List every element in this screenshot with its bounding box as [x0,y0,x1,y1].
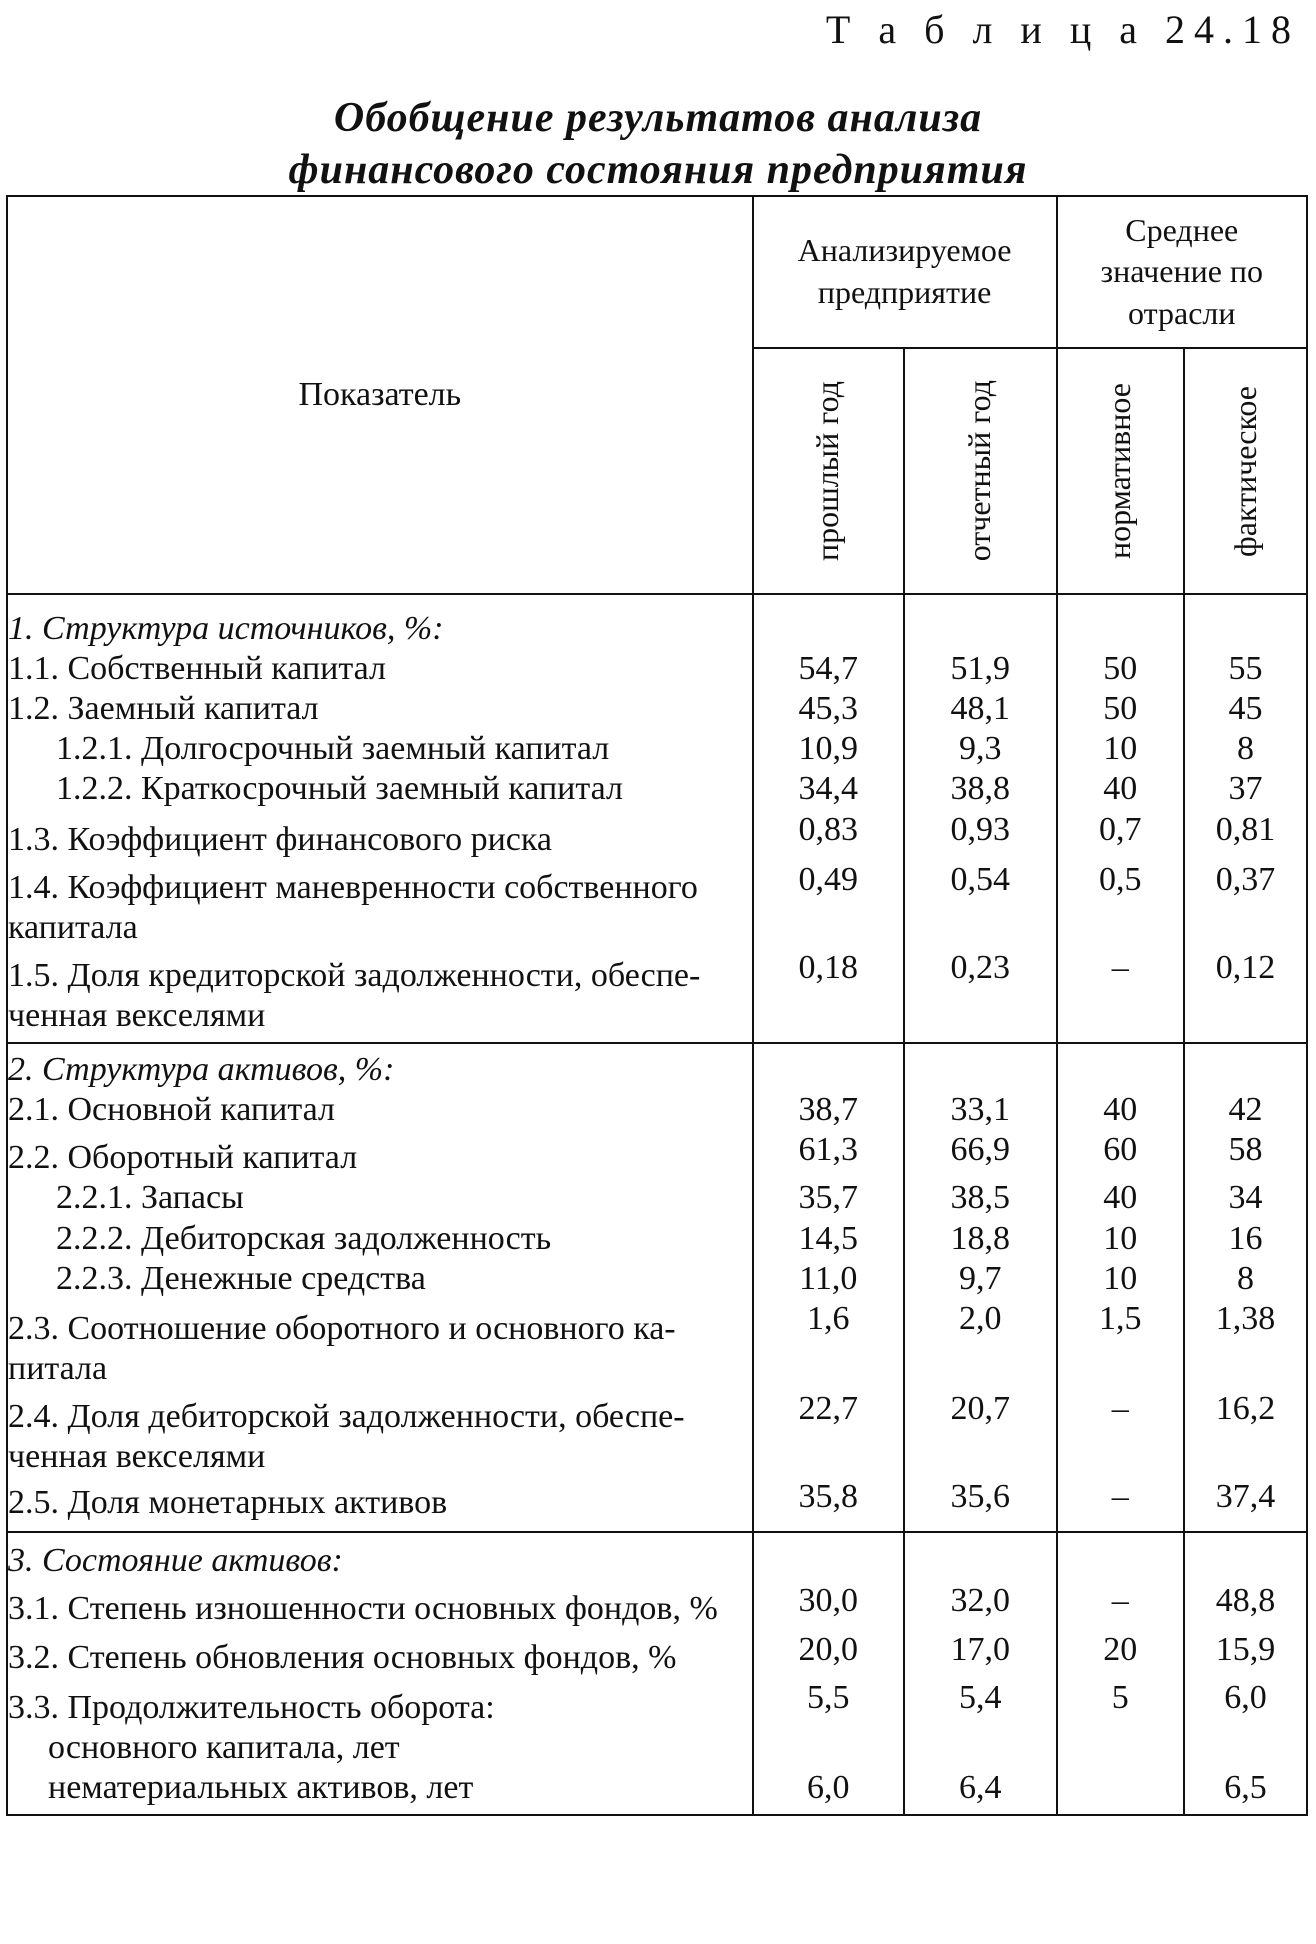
value-actual: 8 [1184,729,1307,769]
table-row [7,948,1307,1043]
value-prev-year: 38,7 [753,1090,904,1130]
value-prev-year: 0,18 [753,948,904,1043]
value-report-year: 33,1 [904,1090,1057,1130]
header-report-year-label: отчетный год [961,380,998,562]
value-report-year: 66,9 [904,1130,1057,1178]
value-prev-year: 0,83 [753,810,904,860]
value-report-year: 2,0 [904,1299,1057,1389]
value-normative: 0,7 [1057,810,1184,860]
value-prev-year: 61,3 [753,1130,904,1178]
value-prev-year: 0,49 [753,860,904,948]
table-row [7,1219,1307,1259]
value-prev-year: 54,7 [753,649,904,689]
value-actual: 1,38 [1184,1299,1307,1389]
value-report-year: 35,6 [904,1477,1057,1532]
row-label-line: капитала [8,908,138,946]
value-normative: 60 [1057,1130,1184,1178]
value-prev-year: 22,7 [753,1389,904,1477]
value-actual: 55 [1184,649,1307,689]
value-actual: 0,12 [1184,948,1307,1043]
header-actual-label: фактическое [1226,385,1263,557]
value-prev-year: 30,0 [753,1581,904,1629]
row-label [7,1678,753,1768]
analysis-table [6,195,1308,1816]
value-prev-year: 34,4 [753,769,904,809]
value-actual: 15,9 [1184,1630,1307,1678]
value-actual: 16,2 [1184,1389,1307,1477]
row-label-line: ченная векселями [8,996,266,1034]
value-actual: 42 [1184,1090,1307,1130]
value-report-year: 17,0 [904,1630,1057,1678]
value-report-year: 38,5 [904,1178,1057,1218]
value-prev-year: 45,3 [753,689,904,729]
row-label: 2.1. Основной капитал [7,1090,753,1130]
value-report-year: 48,1 [904,689,1057,729]
row-label: 2.2.1. Запасы [7,1178,753,1218]
header-enterprise: Анализируемое предприятие [753,196,1057,348]
table-row [7,649,1307,689]
value-report-year: 9,3 [904,729,1057,769]
value-report-year: 38,8 [904,769,1057,809]
value-actual: 34 [1184,1178,1307,1218]
row-label-line: 3.3. Продолжительность оборота: [8,1688,495,1726]
value-actual: 48,8 [1184,1581,1307,1629]
table-row [7,689,1307,729]
table-row [7,1389,1307,1477]
value-report-year: 5,4 [904,1678,1057,1768]
row-label-line: нематериальных активов, лет [48,1768,474,1806]
section-title-row [7,1532,1307,1581]
table-row [7,1477,1307,1532]
row-label: 1.1. Собственный капитал [7,649,753,689]
table-row [7,729,1307,769]
row-label [7,1389,753,1477]
section-asset-state [7,1532,1307,1815]
header-normative [1057,348,1184,594]
value-normative: 20 [1057,1630,1184,1678]
header-indicator: Показатель [7,196,753,594]
title-line-1: Обобщение результатов анализа [333,95,983,141]
row-label [7,1299,753,1389]
header-report-year [904,348,1057,594]
value-normative [1057,1768,1184,1815]
value-normative: 40 [1057,769,1184,809]
title-line-2: финансового состояния предприятия [288,147,1028,193]
value-normative: 10 [1057,1219,1184,1259]
value-prev-year: 35,8 [753,1477,904,1532]
value-prev-year: 20,0 [753,1630,904,1678]
row-label: 2.2.2. Дебиторская задолженность [7,1219,753,1259]
table-row [7,1678,1307,1768]
section-title: 2. Структура активов, %: [7,1043,753,1090]
value-normative: 0,5 [1057,860,1184,948]
value-normative: 40 [1057,1090,1184,1130]
value-prev-year: 11,0 [753,1259,904,1299]
value-normative: 40 [1057,1178,1184,1218]
value-normative: – [1057,1581,1184,1629]
row-label: 1.2.2. Краткосрочный заемный капитал [7,769,753,809]
row-label: 1.2.1. Долгосрочный заемный капитал [7,729,753,769]
section-title-row [7,1043,1307,1090]
value-actual: 37 [1184,769,1307,809]
table-row [7,1299,1307,1389]
value-report-year: 6,4 [904,1768,1057,1815]
value-report-year: 9,7 [904,1259,1057,1299]
value-normative: – [1057,948,1184,1043]
section-assets [7,1043,1307,1532]
table-row [7,1090,1307,1130]
table-row [7,1581,1307,1629]
value-normative: 50 [1057,649,1184,689]
value-prev-year: 5,5 [753,1678,904,1768]
row-label: 3.1. Степень изношенности основных фондов, % [7,1581,753,1629]
value-actual: 8 [1184,1259,1307,1299]
value-prev-year: 10,9 [753,729,904,769]
row-label-line: основного капитала, лет [48,1728,400,1766]
value-prev-year: 14,5 [753,1219,904,1259]
value-normative: – [1057,1477,1184,1532]
table-header [7,196,1307,594]
value-actual: 58 [1184,1130,1307,1178]
value-report-year: 51,9 [904,649,1057,689]
row-label-line: 1.5. Доля кредиторской задолженности, обеспе- [8,956,701,994]
section-sources [7,594,1307,1043]
table-row [7,860,1307,948]
table-row [7,1630,1307,1678]
header-industry: Среднее значение по отрасли [1057,196,1307,348]
value-report-year: 32,0 [904,1581,1057,1629]
value-normative: 1,5 [1057,1299,1184,1389]
section-title: 3. Состояние активов: [7,1532,753,1581]
value-report-year: 0,23 [904,948,1057,1043]
value-report-year: 0,93 [904,810,1057,860]
header-normative-label: нормативное [1101,383,1138,559]
value-actual: 0,37 [1184,860,1307,948]
table-row [7,1768,1307,1815]
value-report-year: 0,54 [904,860,1057,948]
value-normative: 5 [1057,1678,1184,1768]
row-label-line: питала [8,1349,108,1387]
row-label-line: 2.3. Соотношение оборотного и основного ка- [8,1309,676,1347]
row-label [7,860,753,948]
value-actual: 16 [1184,1219,1307,1259]
row-label [7,948,753,1043]
table-row [7,1130,1307,1178]
value-prev-year: 1,6 [753,1299,904,1389]
value-normative: 10 [1057,729,1184,769]
value-normative: – [1057,1389,1184,1477]
value-prev-year: 6,0 [753,1768,904,1815]
row-label: 2.2.3. Денежные средства [7,1259,753,1299]
row-label: 2.5. Доля монетарных активов [7,1477,753,1532]
row-label-line: 1.4. Коэффициент маневренности собственного [8,868,698,906]
value-normative: 10 [1057,1259,1184,1299]
header-actual [1184,348,1307,594]
value-prev-year: 35,7 [753,1178,904,1218]
value-actual: 6,0 [1184,1678,1307,1768]
row-label: 2.2. Оборотный капитал [7,1130,753,1178]
row-label-line: ченная векселями [8,1438,266,1476]
row-label-line: 2.4. Доля дебиторской задолженности, обеспе- [8,1397,685,1435]
header-prev-year [753,348,904,594]
section-title-row [7,594,1307,649]
table-row [7,810,1307,860]
table-row [7,1259,1307,1299]
value-actual: 37,4 [1184,1477,1307,1532]
row-label: 1.2. Заемный капитал [7,689,753,729]
section-title: 1. Структура источников, %: [7,594,753,649]
value-actual: 6,5 [1184,1768,1307,1815]
table-number: Т а б л и ц а 24.18 [825,7,1300,52]
row-label [7,1768,753,1815]
table-row [7,769,1307,809]
value-normative: 50 [1057,689,1184,729]
row-label: 1.3. Коэффициент финансового риска [7,810,753,860]
table-row [7,1178,1307,1218]
header-prev-year-label: прошлый год [809,380,846,562]
value-actual: 0,81 [1184,810,1307,860]
value-report-year: 18,8 [904,1219,1057,1259]
value-actual: 45 [1184,689,1307,729]
value-report-year: 20,7 [904,1389,1057,1477]
table-title [0,92,1316,196]
row-label: 3.2. Степень обновления основных фондов, % [7,1630,753,1678]
